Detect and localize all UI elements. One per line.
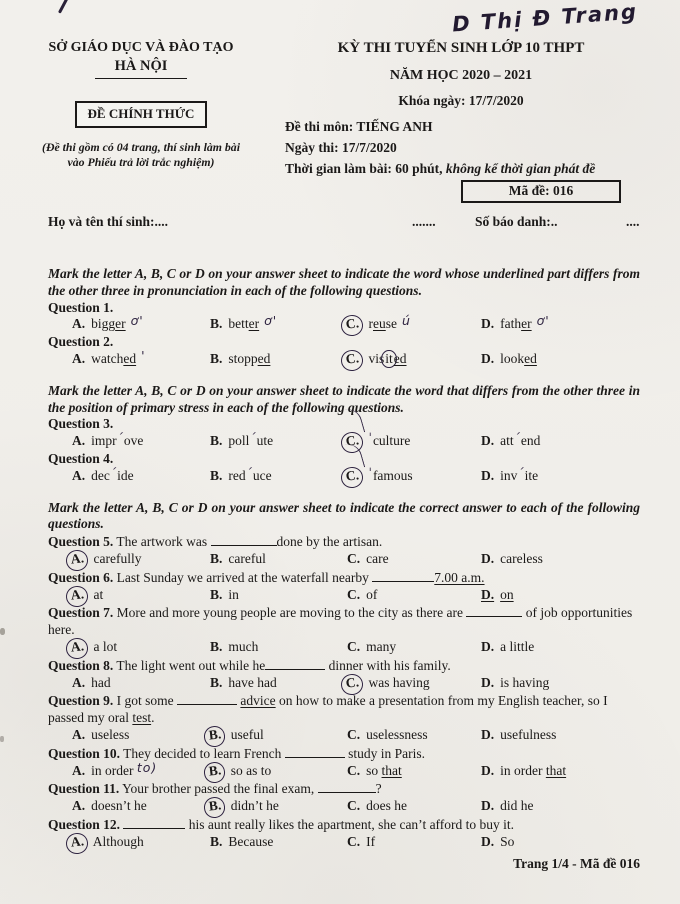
text-part: r bbox=[368, 316, 373, 332]
options-row bbox=[48, 727, 640, 745]
text-part: ove bbox=[123, 433, 144, 449]
text-part: 7.00 a.m. bbox=[434, 569, 485, 585]
text-part: advice bbox=[240, 693, 276, 709]
text-part: look bbox=[500, 350, 525, 366]
option bbox=[345, 464, 481, 486]
option-letter: A. bbox=[72, 433, 86, 449]
text-part: useful bbox=[230, 726, 264, 742]
text-part: careless bbox=[500, 550, 543, 566]
question-block bbox=[48, 300, 640, 335]
option-letter: B. bbox=[210, 433, 223, 449]
option-letter: D. bbox=[481, 433, 495, 449]
option-letter: B. bbox=[208, 726, 222, 743]
question-block bbox=[48, 745, 640, 781]
handwritten-mark: ú bbox=[397, 313, 411, 329]
text-part: se bbox=[385, 316, 397, 332]
question-block bbox=[48, 692, 640, 744]
text-part: end bbox=[520, 433, 541, 449]
text-part: on how to make a presentation from my English teacher, so I passed my oral bbox=[48, 693, 608, 726]
handwritten-mark: ' bbox=[136, 347, 146, 363]
text-part: inv bbox=[500, 467, 518, 483]
question-label: Question 4. bbox=[48, 450, 114, 466]
option bbox=[347, 798, 481, 816]
text-part: ed bbox=[123, 350, 137, 366]
option bbox=[347, 834, 481, 852]
options-row bbox=[48, 313, 640, 334]
question-block bbox=[48, 816, 640, 852]
option-letter: B. bbox=[210, 316, 223, 332]
text-part: in order bbox=[500, 762, 546, 778]
question-stem bbox=[48, 780, 640, 798]
text-part: impr bbox=[91, 433, 117, 449]
handwritten-mark: ˊ bbox=[245, 464, 253, 480]
text-part: culture bbox=[372, 433, 411, 449]
handwritten-mark: ˊ bbox=[513, 430, 521, 446]
text-part: does he bbox=[366, 798, 407, 814]
question-stem bbox=[48, 416, 640, 433]
option-letter: C. bbox=[345, 467, 360, 484]
option-letter: B. bbox=[210, 638, 223, 654]
option bbox=[481, 727, 640, 745]
option bbox=[481, 587, 640, 605]
dotted-line: .... bbox=[626, 214, 640, 229]
text-part: dec bbox=[91, 467, 110, 483]
question-label: Question 12. bbox=[48, 816, 121, 832]
options-row bbox=[48, 759, 640, 781]
option bbox=[347, 639, 481, 657]
text-part: of job opportunities here. bbox=[48, 605, 633, 638]
text-part: So bbox=[500, 833, 515, 849]
text-part: is having bbox=[500, 674, 550, 690]
option bbox=[345, 313, 481, 334]
blank-line bbox=[265, 657, 325, 670]
handwritten-name: D Thị Đ Trang bbox=[451, 0, 639, 37]
text-part: ? bbox=[375, 781, 382, 797]
text-part: so bbox=[366, 762, 382, 778]
option-letter: D. bbox=[481, 833, 495, 849]
option bbox=[72, 430, 210, 451]
question-label: Question 7. bbox=[48, 605, 114, 621]
text-part: care bbox=[366, 550, 389, 566]
text-part: that bbox=[381, 762, 402, 778]
blank-line bbox=[285, 745, 345, 758]
option bbox=[210, 430, 347, 451]
option-letter: C. bbox=[347, 586, 361, 602]
question-label: Question 2. bbox=[48, 334, 114, 350]
text-part: did he bbox=[500, 798, 534, 814]
session-date: Khóa ngày: 17/7/2020 bbox=[398, 93, 524, 108]
option-letter: D. bbox=[481, 762, 495, 778]
text-part: . bbox=[151, 710, 155, 726]
option bbox=[481, 639, 640, 657]
exam-section bbox=[48, 266, 640, 369]
handwritten-mark: to) bbox=[136, 759, 158, 775]
text-part: have had bbox=[228, 674, 277, 690]
question-block bbox=[48, 334, 640, 369]
option bbox=[481, 675, 640, 693]
option bbox=[72, 347, 210, 369]
exam-note bbox=[38, 140, 244, 170]
text-part: ed bbox=[524, 350, 537, 366]
duration-note: không kể thời gian phát đề bbox=[445, 161, 596, 176]
text-part: so as to bbox=[230, 762, 272, 778]
option-letter: C. bbox=[347, 726, 361, 742]
text-part: didn’t he bbox=[230, 798, 279, 814]
handwritten-mark: ˈ bbox=[368, 464, 373, 480]
options-row bbox=[48, 798, 640, 816]
text-part: The light went out while he bbox=[113, 657, 266, 673]
option bbox=[72, 313, 210, 334]
exam-date-line: Ngày thi: 17/7/2020 bbox=[285, 140, 397, 155]
option-letter: C. bbox=[347, 638, 361, 654]
option-letter: C. bbox=[345, 350, 360, 367]
option-letter: C. bbox=[347, 833, 361, 849]
question-stem bbox=[48, 569, 640, 587]
question-label: Question 9. bbox=[48, 693, 114, 709]
section-instruction: Mark the letter A, B, C or D on your answer sheet to indicate the word that differs from the other three in the position of primary stress in each of the following questions. bbox=[48, 382, 640, 415]
option bbox=[345, 430, 481, 451]
text-part: on bbox=[500, 586, 514, 602]
option bbox=[72, 798, 210, 816]
option-letter: C. bbox=[345, 432, 360, 449]
text-part: careful bbox=[228, 550, 266, 566]
option bbox=[210, 834, 347, 852]
option bbox=[481, 834, 640, 852]
option bbox=[347, 727, 481, 745]
text-part: ed bbox=[257, 350, 271, 366]
text-part: ute bbox=[256, 433, 274, 449]
option-letter: A. bbox=[72, 467, 86, 483]
question-label: Question 8. bbox=[48, 657, 114, 673]
text-part: The artwork was bbox=[113, 534, 211, 550]
question-block bbox=[48, 604, 640, 656]
page-footer: Trang 1/4 - Mã đề 016 bbox=[513, 856, 640, 871]
section-instruction: Mark the letter A, B, C or D on your answer sheet to indicate the word whose underlined part differs from the other three in pronunciation in each of the following questions. bbox=[48, 266, 640, 298]
option bbox=[481, 430, 640, 451]
option bbox=[481, 763, 640, 781]
option bbox=[210, 587, 347, 605]
question-stem bbox=[48, 657, 640, 675]
option bbox=[210, 763, 347, 781]
text-part: was having bbox=[368, 674, 430, 690]
text-part: uce bbox=[252, 467, 272, 483]
option bbox=[72, 675, 210, 693]
blank-line bbox=[466, 604, 522, 617]
text-part: of bbox=[366, 586, 378, 602]
header-left bbox=[38, 40, 244, 170]
text-part: bett bbox=[228, 316, 249, 332]
option-letter: C. bbox=[347, 762, 361, 778]
text-part: Last Sunday we arrived at the waterfall nearby bbox=[113, 569, 373, 585]
exam-code-box: Mã đề: 016 bbox=[461, 180, 621, 203]
option-letter: A. bbox=[70, 550, 85, 567]
option bbox=[481, 464, 640, 486]
candidate-id-label: Số báo danh:.. bbox=[475, 214, 558, 229]
question-stem bbox=[48, 604, 640, 639]
handwritten-mark: ơ' bbox=[125, 313, 144, 329]
text-part: er bbox=[248, 316, 260, 332]
text-part: study in Paris. bbox=[344, 745, 425, 761]
text-part: that bbox=[545, 762, 567, 778]
city-name: HÀ NỘI bbox=[114, 58, 168, 74]
text-part: uselessness bbox=[366, 726, 428, 742]
question-label: Question 6. bbox=[48, 569, 114, 585]
options-row bbox=[48, 675, 640, 693]
option-letter: C. bbox=[347, 798, 361, 814]
text-part: red bbox=[228, 467, 246, 483]
section-instruction: Mark the letter A, B, C or D on your answer sheet to indicate the correct answer to each of the following questions. bbox=[48, 499, 640, 532]
text-part: a lot bbox=[93, 638, 118, 654]
options-row bbox=[48, 639, 640, 657]
option-letter: C. bbox=[345, 673, 360, 691]
text-part: famous bbox=[372, 467, 413, 483]
option bbox=[210, 675, 347, 693]
option-letter: B. bbox=[210, 674, 223, 690]
option-letter: D. bbox=[481, 726, 495, 742]
options-row bbox=[48, 834, 640, 852]
option-letter: D. bbox=[481, 316, 495, 332]
option bbox=[481, 351, 640, 369]
text-part: ite bbox=[524, 467, 539, 483]
blank-line bbox=[211, 533, 277, 546]
option-letter: A. bbox=[72, 316, 86, 332]
blank-line bbox=[372, 569, 434, 582]
answer-circle bbox=[340, 466, 364, 489]
option bbox=[481, 798, 640, 816]
option-letter: B. bbox=[210, 833, 223, 849]
option-letter: D. bbox=[481, 550, 495, 566]
text-part: much bbox=[228, 638, 259, 654]
text-part: usefulness bbox=[500, 726, 557, 742]
text-part: If bbox=[366, 833, 376, 849]
department-name: SỞ GIÁO DỤC VÀ ĐÀO TẠO bbox=[48, 40, 234, 55]
text-part: stopp bbox=[228, 350, 258, 366]
school-year: NĂM HỌC 2020 – 2021 bbox=[389, 68, 533, 83]
question-block bbox=[48, 780, 640, 816]
text-part: carefully bbox=[93, 550, 142, 566]
question-label: Question 11. bbox=[48, 781, 120, 797]
option bbox=[210, 351, 347, 369]
option-letter: B. bbox=[210, 350, 223, 366]
text-part: More and more young people are moving to the city as there are bbox=[113, 605, 467, 621]
option-letter: B. bbox=[210, 550, 223, 566]
option-letter: B. bbox=[210, 467, 223, 483]
text-part: fath bbox=[500, 316, 522, 332]
exam-body bbox=[48, 266, 640, 852]
question-label: Question 10. bbox=[48, 745, 121, 761]
blank-line bbox=[318, 780, 376, 793]
text-part: I got some bbox=[113, 693, 178, 709]
text-part: bigg bbox=[91, 316, 116, 332]
candidate-name-label: Họ và tên thí sinh:.... bbox=[48, 214, 169, 229]
text-part: Although bbox=[92, 833, 144, 849]
text-part: They decided to learn French bbox=[120, 745, 285, 761]
handwritten-mark: ơ' bbox=[259, 313, 278, 329]
option bbox=[72, 759, 210, 781]
text-part: many bbox=[366, 638, 397, 654]
option-letter: B. bbox=[210, 586, 223, 602]
duration-text: Thời gian làm bài: 60 phút, bbox=[285, 161, 443, 176]
question-stem bbox=[48, 692, 640, 727]
question-block bbox=[48, 569, 640, 605]
text-part: ed bbox=[393, 350, 407, 366]
option-letter: A. bbox=[70, 833, 85, 850]
option-letter: D. bbox=[481, 350, 495, 366]
official-exam-stamp: ĐỀ CHÍNH THỨC bbox=[75, 101, 208, 128]
option-letter: D. bbox=[481, 467, 495, 483]
text-part: er bbox=[115, 316, 126, 332]
text-part: att bbox=[500, 433, 514, 449]
option-letter: D. bbox=[481, 674, 495, 690]
option bbox=[210, 727, 347, 745]
option bbox=[72, 834, 210, 852]
option-letter: D. bbox=[481, 798, 495, 814]
text-part: eu bbox=[373, 316, 386, 332]
handwritten-mark: ˊ bbox=[116, 430, 124, 446]
text-part: Because bbox=[228, 833, 274, 849]
text-part: dinner with his family. bbox=[325, 657, 451, 673]
option-letter: A. bbox=[70, 638, 85, 655]
option-letter: C. bbox=[345, 315, 360, 332]
exam-note-line2: vào Phiếu trả lời trắc nghiệm) bbox=[67, 155, 215, 169]
text-part: er bbox=[521, 316, 532, 332]
option bbox=[210, 639, 347, 657]
text-part: his aunt really likes the apartment, she can’t afford to buy it. bbox=[185, 816, 515, 832]
text-part: it bbox=[381, 350, 397, 368]
blank-line bbox=[177, 692, 237, 705]
option-letter: A. bbox=[72, 674, 86, 690]
handwritten-mark: ˈ bbox=[368, 430, 373, 446]
exam-section bbox=[48, 500, 640, 852]
option bbox=[210, 551, 347, 569]
header-right bbox=[285, 40, 637, 203]
option bbox=[72, 587, 210, 605]
scan-speck bbox=[0, 628, 5, 635]
option bbox=[210, 798, 347, 816]
question-block bbox=[48, 533, 640, 569]
exam-section bbox=[48, 383, 640, 486]
dotted-line: ....... bbox=[412, 214, 436, 229]
handwritten-mark: ˊ bbox=[517, 464, 525, 480]
options-row bbox=[48, 347, 640, 369]
option-letter: A. bbox=[72, 762, 86, 778]
option-letter: A. bbox=[72, 350, 86, 366]
duration-line bbox=[285, 161, 637, 177]
option bbox=[347, 551, 481, 569]
options-row bbox=[48, 551, 640, 569]
question-stem bbox=[48, 533, 640, 551]
text-part: ide bbox=[117, 467, 134, 483]
question-block bbox=[48, 657, 640, 693]
text-part: in order bbox=[91, 762, 137, 778]
question-block bbox=[48, 451, 640, 486]
option bbox=[347, 675, 481, 693]
subject-line: Đề thi môn: TIẾNG ANH bbox=[285, 119, 433, 134]
option bbox=[347, 351, 481, 369]
option bbox=[347, 587, 481, 605]
option-letter: D. bbox=[481, 638, 495, 654]
question-stem bbox=[48, 816, 640, 834]
handwritten-mark: ˊ bbox=[249, 430, 257, 446]
text-part: test bbox=[132, 710, 152, 726]
question-label: Question 3. bbox=[48, 416, 114, 432]
exam-note-line1: (Đề thi gồm có 04 trang, thí sinh làm bài bbox=[42, 140, 240, 154]
question-stem bbox=[48, 451, 640, 468]
text-part: poll bbox=[228, 433, 250, 449]
option bbox=[72, 727, 210, 745]
option bbox=[72, 639, 210, 657]
answer-circle bbox=[340, 349, 364, 372]
text-part: in bbox=[228, 586, 239, 602]
text-part: a little bbox=[500, 638, 535, 654]
text-part: done by the artisan. bbox=[276, 534, 383, 550]
question-label: Question 1. bbox=[48, 299, 114, 315]
text-part: at bbox=[93, 586, 104, 602]
option-letter: A. bbox=[70, 585, 85, 603]
text-part: doesn’t he bbox=[91, 798, 147, 814]
option bbox=[72, 551, 210, 569]
handwritten-mark: ơ' bbox=[531, 313, 550, 329]
scan-speck bbox=[0, 736, 4, 742]
option bbox=[481, 313, 640, 334]
exam-title: KỲ THI TUYỂN SINH LỚP 10 THPT bbox=[337, 40, 585, 56]
option-letter: A. bbox=[72, 798, 86, 814]
text-part: had bbox=[91, 674, 111, 690]
blank-line bbox=[123, 816, 185, 829]
option-letter: C. bbox=[347, 550, 361, 566]
options-row bbox=[48, 464, 640, 486]
text-part: useless bbox=[91, 726, 130, 742]
pen-stroke-mark bbox=[58, 0, 69, 14]
handwritten-mark: ˊ bbox=[109, 464, 118, 480]
option bbox=[481, 551, 640, 569]
candidate-row bbox=[48, 214, 640, 232]
answer-circle bbox=[65, 832, 89, 855]
option bbox=[210, 313, 347, 334]
text-part: Your brother passed the final exam, bbox=[119, 781, 318, 797]
option bbox=[72, 464, 210, 486]
option bbox=[210, 464, 347, 486]
option bbox=[347, 763, 481, 781]
option-letter: D. bbox=[481, 586, 495, 602]
options-row bbox=[48, 587, 640, 605]
text-part: vis bbox=[368, 350, 385, 366]
option-letter: B. bbox=[208, 761, 222, 779]
question-label: Question 5. bbox=[48, 534, 114, 550]
option-letter: B. bbox=[208, 797, 222, 814]
text-part: watch bbox=[91, 350, 124, 366]
option-letter: A. bbox=[72, 726, 86, 742]
